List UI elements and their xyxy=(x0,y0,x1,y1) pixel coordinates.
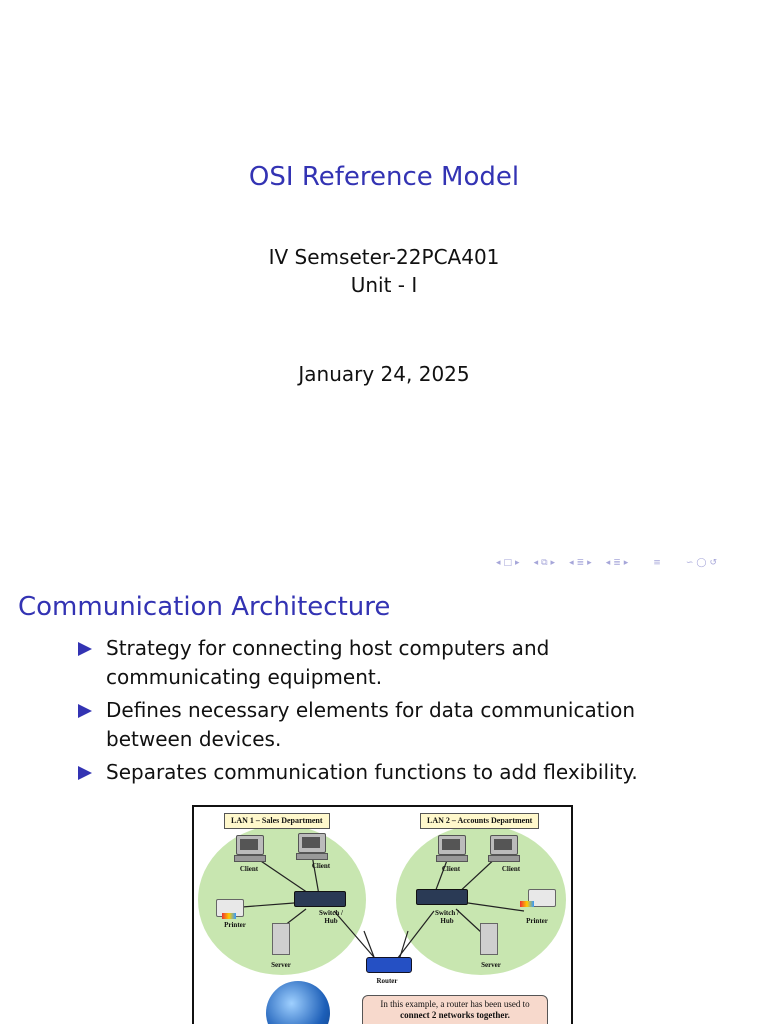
nav-subsection-icon[interactable]: ⧉ xyxy=(541,558,548,568)
unit-label: Unit - I xyxy=(350,273,418,297)
network-diagram xyxy=(192,805,573,1024)
bullet-text: Defines necessary elements for data communication between devices. xyxy=(106,698,636,751)
note-line: In this example, a router has been used to xyxy=(380,999,530,1009)
keyboard-icon xyxy=(488,855,520,862)
printer-label: Printer xyxy=(224,921,246,929)
list-item xyxy=(78,696,698,754)
switch-icon xyxy=(416,889,468,905)
bullet-triangle-icon xyxy=(78,766,92,780)
client-label: Client xyxy=(239,865,259,873)
content-slide xyxy=(0,576,768,1024)
switch-label: Switch / Hub xyxy=(319,909,343,925)
keyboard-icon xyxy=(296,853,328,860)
server-icon xyxy=(272,923,290,955)
course-code: IV Semseter-22PCA401 xyxy=(268,245,500,269)
bullet-triangle-icon xyxy=(78,704,92,718)
nav-frame-icon[interactable]: □ xyxy=(503,558,513,568)
bullet-list xyxy=(78,634,698,791)
bullet-text: Separates communication functions to add flexibility. xyxy=(106,760,638,784)
keyboard-icon xyxy=(234,855,266,862)
list-item xyxy=(78,634,698,692)
nav-section-icon[interactable]: ≣ xyxy=(613,558,621,568)
nav-right-arrow-icon[interactable]: ▸ xyxy=(515,558,520,568)
nav-left-arrow-icon[interactable]: ◂ xyxy=(605,558,611,568)
client-label: Client xyxy=(311,862,331,870)
nav-left-arrow-icon[interactable]: ◂ xyxy=(496,558,501,568)
printer-paper-icon xyxy=(222,913,236,919)
bullet-text: Strategy for connecting host computers and communicating equipment. xyxy=(106,636,550,689)
nav-search-icon[interactable]: ◯ xyxy=(696,558,707,568)
nav-right-arrow-icon[interactable]: ▸ xyxy=(623,558,629,568)
frame-title: Communication Architecture xyxy=(18,592,391,622)
printer-label: Printer xyxy=(526,917,548,925)
lan1-label: LAN 1 – Sales Department xyxy=(224,813,330,829)
diagram-note xyxy=(362,995,548,1024)
bullet-triangle-icon xyxy=(78,642,92,656)
nav-align-icon[interactable]: ≡ xyxy=(653,558,661,568)
switch-icon xyxy=(294,891,346,907)
nav-right-arrow-icon[interactable]: ▸ xyxy=(587,558,592,568)
nav-left-arrow-icon[interactable]: ◂ xyxy=(569,558,574,568)
router-label: Router xyxy=(376,977,398,985)
note-line-bold: connect 2 networks together. xyxy=(400,1010,510,1020)
nav-section-icon[interactable]: ≣ xyxy=(576,558,585,568)
lan2-label: LAN 2 – Accounts Department xyxy=(420,813,539,829)
switch-label: Switch / Hub xyxy=(435,909,459,925)
keyboard-icon xyxy=(436,855,468,862)
client-computer-icon xyxy=(490,835,518,855)
nav-search-icon[interactable]: ∽ xyxy=(685,558,694,568)
list-item xyxy=(78,758,698,787)
server-label: Server xyxy=(271,961,291,969)
router-icon xyxy=(366,957,412,973)
server-icon xyxy=(480,923,498,955)
nav-left-arrow-icon[interactable]: ◂ xyxy=(533,558,539,568)
client-label: Client xyxy=(501,865,521,873)
client-computer-icon xyxy=(298,833,326,853)
nav-back-icon[interactable]: ↺ xyxy=(709,558,718,568)
client-label: Client xyxy=(441,865,461,873)
presentation-date: January 24, 2025 xyxy=(298,362,470,386)
client-computer-icon xyxy=(236,835,264,855)
server-label: Server xyxy=(481,961,501,969)
client-computer-icon xyxy=(438,835,466,855)
printer-paper-icon xyxy=(520,901,534,907)
nav-right-arrow-icon[interactable]: ▸ xyxy=(550,558,556,568)
presentation-title: OSI Reference Model xyxy=(248,162,520,192)
beamer-navigation-bar xyxy=(496,556,717,570)
